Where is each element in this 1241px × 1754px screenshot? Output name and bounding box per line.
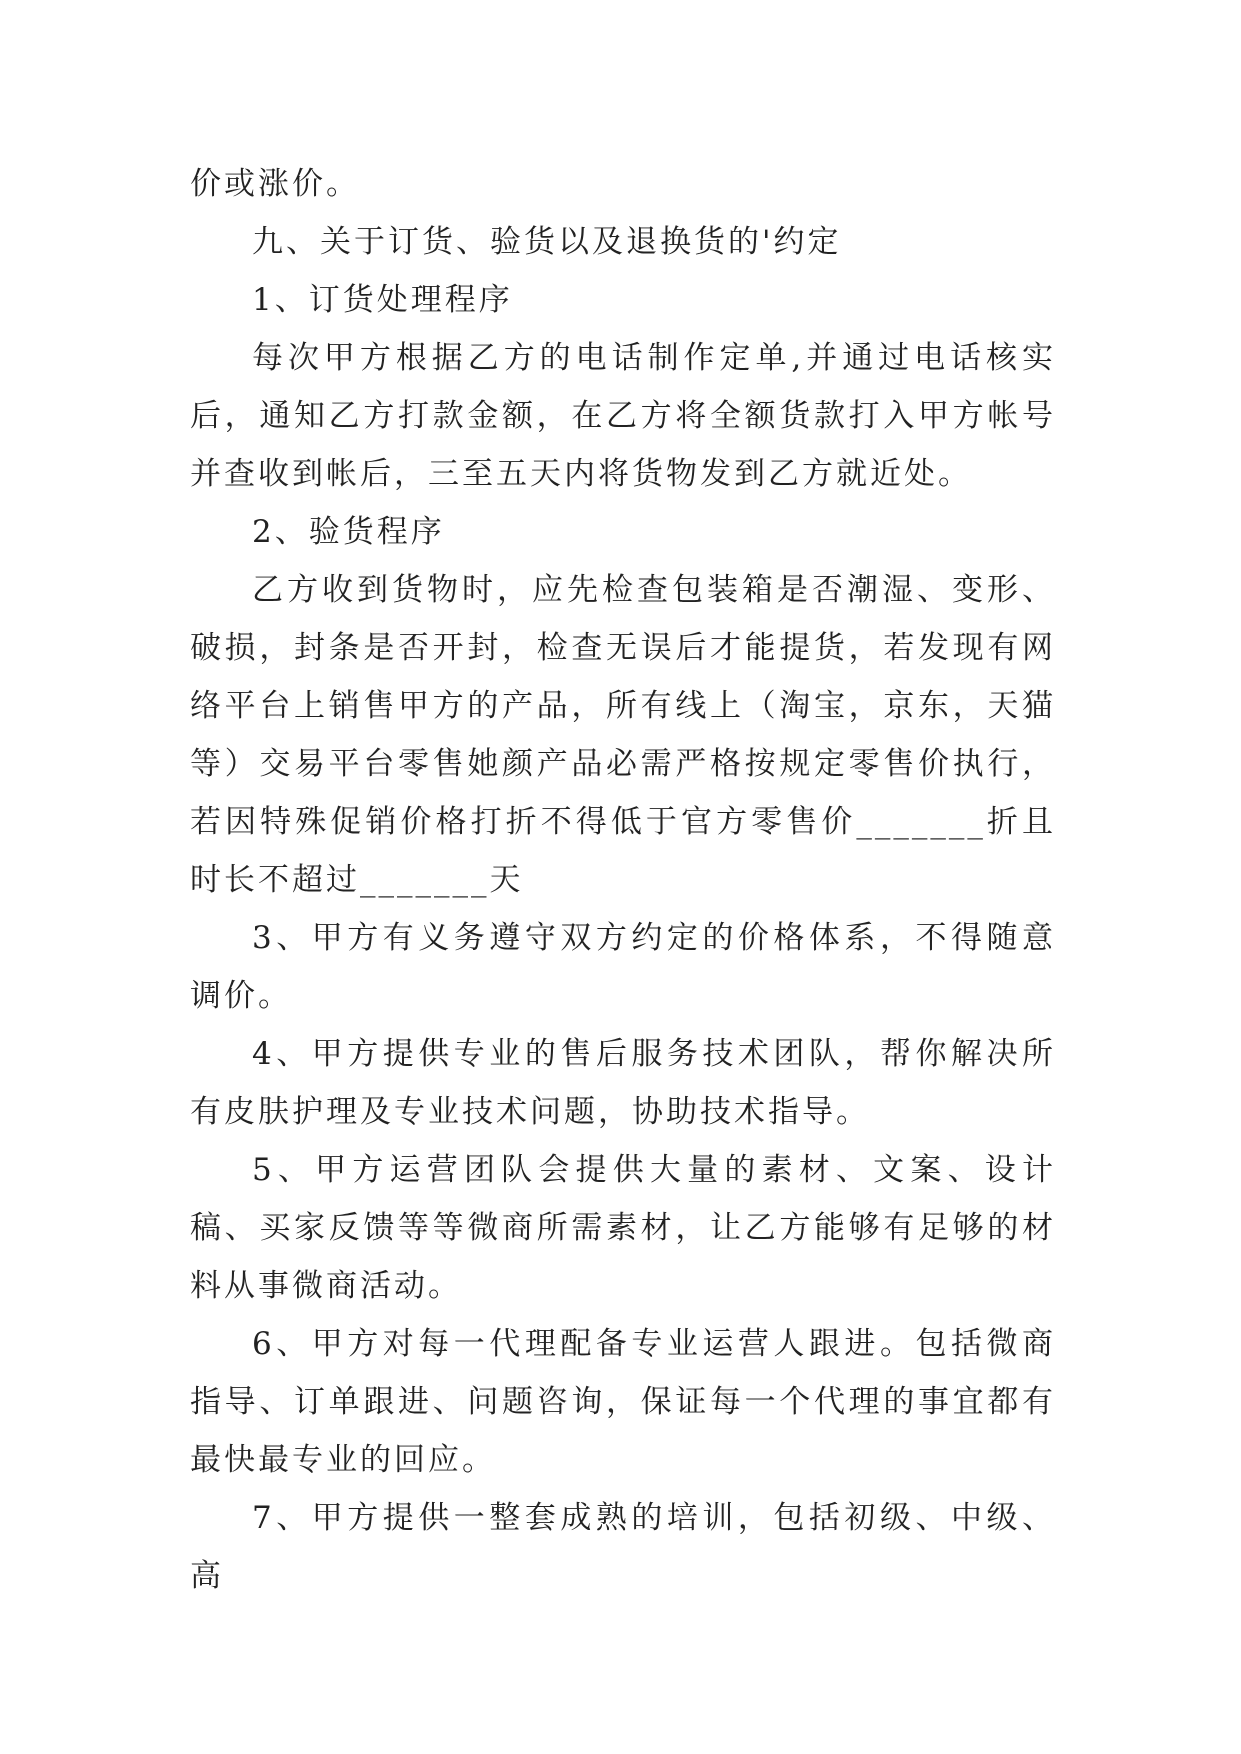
paragraph-order-procedure: 每次甲方根据乙方的电话制作定单,并通过电话核实后，通知乙方打款金额，在乙方将全额货款打入甲方帐号并查收到帐后，三至五天内将货物发到乙方就近处。	[190, 340, 1056, 492]
subheading-order-procedure: 1、订货处理程序	[252, 282, 513, 318]
clause-3-price-system: 3、甲方有义务遵守双方约定的价格体系，不得随意调价。	[190, 920, 1056, 1014]
subheading-inspection-procedure: 2、验货程序	[252, 514, 445, 550]
section-heading-ordering: 九、关于订货、验货以及退换货的'约定	[252, 224, 842, 260]
clause-4-after-sales: 4、甲方提供专业的售后服务技术团队，帮你解决所有皮肤护理及专业技术问题，协助技术指导。	[190, 1036, 1056, 1130]
clause-5-operations-materials: 5、甲方运营团队会提供大量的素材、文案、设计稿、买家反馈等等微商所需素材，让乙方能够有足够的材料从事微商活动。	[190, 1152, 1056, 1304]
clause-6-agent-support: 6、甲方对每一代理配备专业运营人跟进。包括微商指导、订单跟进、问题咨询，保证每一个代理的事宜都有最快最专业的回应。	[190, 1326, 1056, 1478]
document-body	[190, 155, 1056, 1605]
clause-7-training: 7、甲方提供一整套成熟的培训，包括初级、中级、高	[190, 1500, 1056, 1594]
paragraph-inspection-procedure: 乙方收到货物时，应先检查包装箱是否潮湿、变形、破损，封条是否开封，检查无误后才能提货，若发现有网络平台上销售甲方的产品，所有线上（淘宝，京东，天猫等）交易平台零售她颜产品必需严格按规定零售价执行，若因特殊促销价格打折不得低于官方零售价_______折且时长不超过_______天	[190, 572, 1056, 898]
paragraph-price-continuation: 价或涨价。	[190, 166, 360, 202]
